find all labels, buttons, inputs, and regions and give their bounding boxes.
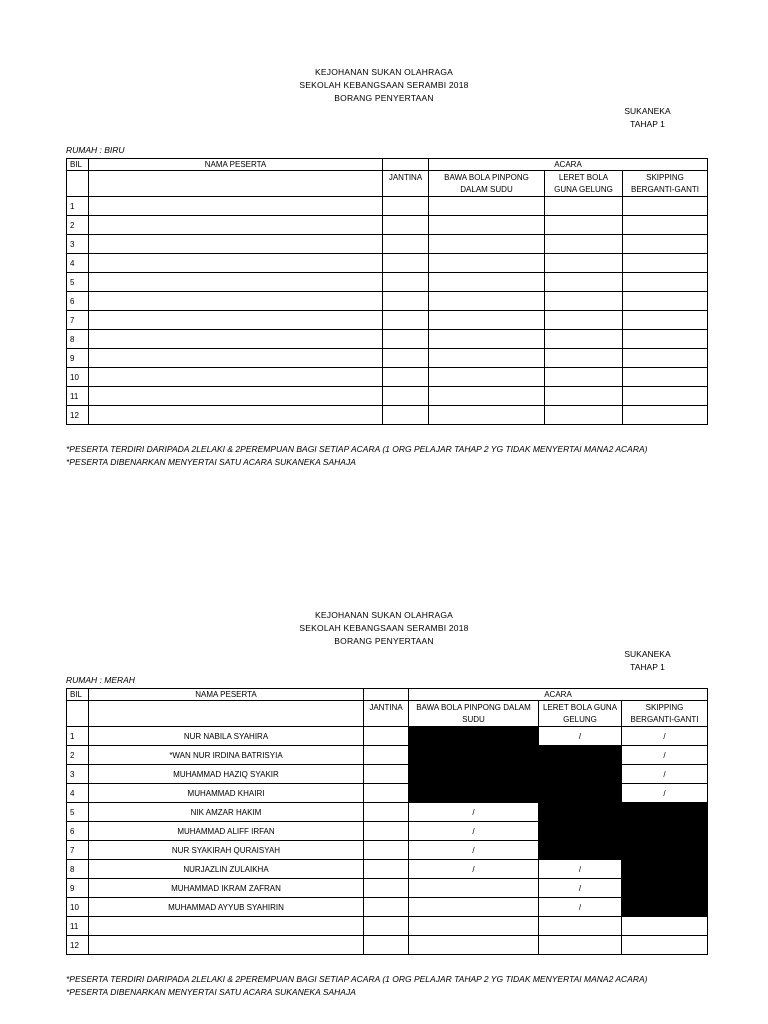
table-row — [67, 898, 708, 917]
table-row — [67, 368, 708, 387]
event-cell — [545, 330, 623, 349]
participant-name: *WAN NUR IRDINA BATRISYIA — [89, 746, 364, 765]
row-number: 4 — [67, 784, 89, 803]
table-row — [67, 197, 708, 216]
participant-name — [89, 330, 383, 349]
row-number: 11 — [67, 387, 89, 406]
house-label: RUMAH : MERAH — [66, 675, 135, 685]
col-header-bil: BIL — [67, 689, 89, 701]
gender-cell — [383, 216, 429, 235]
gender-cell — [364, 746, 409, 765]
category-line-2: TAHAP 1 — [630, 119, 665, 129]
entry-table — [66, 688, 708, 955]
table-row — [67, 803, 708, 822]
blank-header-cell — [67, 701, 89, 727]
gender-cell — [364, 803, 409, 822]
category-line-1: SUKANEKA — [624, 106, 671, 116]
participant-name — [89, 273, 383, 292]
col-header-bil: BIL — [67, 159, 89, 171]
blocked-cell — [622, 841, 708, 860]
header-line-1: KEJOHANAN SUKAN OLAHRAGA — [315, 67, 453, 77]
event-cell — [545, 349, 623, 368]
participant-name: NIK AMZAR HAKIM — [89, 803, 364, 822]
event-cell — [429, 273, 545, 292]
event-cell — [623, 406, 708, 425]
row-number: 2 — [67, 216, 89, 235]
header-line-3: BORANG PENYERTAAN — [334, 636, 434, 646]
participant-name: MUHAMMAD KHAIRI — [89, 784, 364, 803]
event-cell — [429, 292, 545, 311]
event-cell — [429, 311, 545, 330]
event-cell — [409, 898, 539, 917]
event-cell — [429, 235, 545, 254]
note-line: *PESERTA DIBENARKAN MENYERTAI SATU ACARA SUKANEKA SAHAJA — [66, 987, 356, 997]
notes — [66, 443, 647, 469]
table-row — [67, 235, 708, 254]
gender-cell — [364, 898, 409, 917]
gender-cell — [383, 387, 429, 406]
table-row — [67, 784, 708, 803]
note-line: *PESERTA TERDIRI DARIPADA 2LELAKI & 2PEREMPUAN BAGI SETIAP ACARA (1 ORG PELAJAR TAHAP 2 YG TIDAK MENYERTAI MANA2 ACARA) — [66, 974, 648, 984]
category-label — [600, 105, 695, 131]
event-cell — [545, 387, 623, 406]
participant-name — [89, 235, 383, 254]
row-number: 9 — [67, 879, 89, 898]
event-cell — [545, 254, 623, 273]
col-header-event-1: BAWA BOLA PINPONG DALAM SUDU — [409, 701, 539, 727]
gender-cell — [383, 330, 429, 349]
form-header — [0, 66, 768, 105]
event-cell — [623, 330, 708, 349]
blank-header-cell — [364, 689, 409, 701]
row-number: 9 — [67, 349, 89, 368]
row-number: 3 — [67, 765, 89, 784]
gender-cell — [383, 235, 429, 254]
col-header-acara: ACARA — [429, 159, 708, 171]
row-number: 1 — [67, 727, 89, 746]
table-row — [67, 254, 708, 273]
event-cell — [429, 368, 545, 387]
gender-cell — [364, 936, 409, 955]
event-cell: / — [409, 860, 539, 879]
note-line: *PESERTA TERDIRI DARIPADA 2LELAKI & 2PEREMPUAN BAGI SETIAP ACARA (1 ORG PELAJAR TAHAP 2 YG TIDAK MENYERTAI MANA2 ACARA) — [66, 444, 648, 454]
header-line-3: BORANG PENYERTAAN — [334, 93, 434, 103]
event-cell: / — [409, 822, 539, 841]
blocked-cell — [539, 746, 622, 765]
row-number: 6 — [67, 292, 89, 311]
table-row — [67, 841, 708, 860]
event-cell: / — [539, 727, 622, 746]
participant-name — [89, 216, 383, 235]
col-header-event-2: LERET BOLA GUNA GELUNG — [545, 171, 623, 197]
event-cell — [623, 368, 708, 387]
participant-name — [89, 406, 383, 425]
event-cell: / — [539, 879, 622, 898]
row-number: 1 — [67, 197, 89, 216]
event-cell — [623, 254, 708, 273]
event-cell — [623, 292, 708, 311]
blocked-cell — [622, 860, 708, 879]
col-header-event-3: SKIPPING BERGANTI-GANTI — [623, 171, 708, 197]
event-cell — [623, 216, 708, 235]
event-cell — [622, 917, 708, 936]
event-cell — [545, 292, 623, 311]
blank-header-cell — [383, 159, 429, 171]
header-line-1: KEJOHANAN SUKAN OLAHRAGA — [315, 610, 453, 620]
gender-cell — [364, 917, 409, 936]
table-row — [67, 216, 708, 235]
event-cell — [429, 197, 545, 216]
event-cell — [545, 197, 623, 216]
blocked-cell — [409, 746, 539, 765]
gender-cell — [364, 822, 409, 841]
house-label: RUMAH : BIRU — [66, 145, 125, 155]
participant-name: MUHAMMAD IKRAM ZAFRAN — [89, 879, 364, 898]
event-cell — [623, 273, 708, 292]
blocked-cell — [409, 765, 539, 784]
gender-cell — [364, 879, 409, 898]
participant-name — [89, 936, 364, 955]
row-number: 8 — [67, 860, 89, 879]
event-cell — [409, 936, 539, 955]
participant-name: NURJAZLIN ZULAIKHA — [89, 860, 364, 879]
row-number: 4 — [67, 254, 89, 273]
row-number: 5 — [67, 273, 89, 292]
table-row — [67, 936, 708, 955]
gender-cell — [364, 784, 409, 803]
participant-name: MUHAMMAD HAZIQ SYAKIR — [89, 765, 364, 784]
table-row — [67, 387, 708, 406]
event-cell — [539, 936, 622, 955]
gender-cell — [383, 406, 429, 425]
table-row — [67, 765, 708, 784]
participant-name — [89, 197, 383, 216]
table-row — [67, 746, 708, 765]
event-cell — [545, 311, 623, 330]
table-row — [67, 330, 708, 349]
row-number: 6 — [67, 822, 89, 841]
header-line-2: SEKOLAH KEBANGSAAN SERAMBI 2018 — [299, 623, 469, 633]
entry-table — [66, 158, 708, 425]
table-row — [67, 406, 708, 425]
row-number: 12 — [67, 406, 89, 425]
participant-name: MUHAMMAD ALIFF IRFAN — [89, 822, 364, 841]
blocked-cell — [539, 765, 622, 784]
col-header-nama: NAMA PESERTA — [89, 159, 383, 171]
event-cell: / — [622, 765, 708, 784]
blocked-cell — [409, 727, 539, 746]
notes — [66, 973, 647, 999]
table-row — [67, 879, 708, 898]
col-header-jantina: JANTINA — [364, 701, 409, 727]
blocked-cell — [539, 784, 622, 803]
event-cell — [539, 917, 622, 936]
table-row — [67, 917, 708, 936]
event-cell — [429, 216, 545, 235]
event-cell — [409, 917, 539, 936]
table-row — [67, 311, 708, 330]
gender-cell — [364, 765, 409, 784]
event-cell — [545, 273, 623, 292]
col-header-event-2: LERET BOLA GUNA GELUNG — [539, 701, 622, 727]
event-cell — [429, 330, 545, 349]
event-cell — [429, 349, 545, 368]
row-number: 7 — [67, 841, 89, 860]
participant-name — [89, 917, 364, 936]
event-cell — [622, 936, 708, 955]
col-header-event-1: BAWA BOLA PINPONG DALAM SUDU — [429, 171, 545, 197]
col-header-nama: NAMA PESERTA — [89, 689, 364, 701]
row-number: 7 — [67, 311, 89, 330]
table-row — [67, 822, 708, 841]
event-cell — [623, 387, 708, 406]
event-cell — [623, 349, 708, 368]
table-row — [67, 292, 708, 311]
category-line-1: SUKANEKA — [624, 649, 671, 659]
participant-name — [89, 387, 383, 406]
participant-name — [89, 349, 383, 368]
participant-name: NUR NABILA SYAHIRA — [89, 727, 364, 746]
participant-name — [89, 311, 383, 330]
table-row — [67, 349, 708, 368]
table-row — [67, 860, 708, 879]
event-cell: / — [622, 784, 708, 803]
event-cell — [623, 197, 708, 216]
category-label — [600, 648, 695, 674]
row-number: 10 — [67, 898, 89, 917]
event-cell — [545, 368, 623, 387]
gender-cell — [383, 273, 429, 292]
event-cell: / — [622, 746, 708, 765]
participant-name — [89, 368, 383, 387]
blocked-cell — [539, 803, 622, 822]
event-cell — [545, 406, 623, 425]
blank-header-cell — [89, 701, 364, 727]
header-line-2: SEKOLAH KEBANGSAAN SERAMBI 2018 — [299, 80, 469, 90]
row-number: 8 — [67, 330, 89, 349]
col-header-acara: ACARA — [409, 689, 708, 701]
row-number: 11 — [67, 917, 89, 936]
row-number: 12 — [67, 936, 89, 955]
gender-cell — [383, 254, 429, 273]
note-line: *PESERTA DIBENARKAN MENYERTAI SATU ACARA SUKANEKA SAHAJA — [66, 457, 356, 467]
blocked-cell — [539, 822, 622, 841]
event-cell — [429, 406, 545, 425]
table-row — [67, 273, 708, 292]
blank-header-cell — [67, 171, 89, 197]
gender-cell — [383, 311, 429, 330]
participant-name: NUR SYAKIRAH QURAISYAH — [89, 841, 364, 860]
event-cell: / — [409, 803, 539, 822]
gender-cell — [383, 368, 429, 387]
blocked-cell — [409, 784, 539, 803]
row-number: 10 — [67, 368, 89, 387]
participant-name: MUHAMMAD AYYUB SYAHIRIN — [89, 898, 364, 917]
blocked-cell — [622, 822, 708, 841]
event-cell — [409, 879, 539, 898]
gender-cell — [364, 860, 409, 879]
event-cell — [623, 235, 708, 254]
gender-cell — [383, 292, 429, 311]
participant-name — [89, 254, 383, 273]
event-cell — [429, 254, 545, 273]
table-row — [67, 727, 708, 746]
event-cell: / — [539, 860, 622, 879]
blocked-cell — [622, 898, 708, 917]
event-cell — [623, 311, 708, 330]
event-cell: / — [409, 841, 539, 860]
gender-cell — [383, 197, 429, 216]
event-cell — [545, 235, 623, 254]
col-header-event-3: SKIPPING BERGANTI-GANTI — [622, 701, 708, 727]
event-cell — [429, 387, 545, 406]
row-number: 2 — [67, 746, 89, 765]
event-cell: / — [622, 727, 708, 746]
category-line-2: TAHAP 1 — [630, 662, 665, 672]
blocked-cell — [539, 841, 622, 860]
gender-cell — [364, 841, 409, 860]
form-header — [0, 609, 768, 648]
col-header-jantina: JANTINA — [383, 171, 429, 197]
row-number: 5 — [67, 803, 89, 822]
event-cell — [545, 216, 623, 235]
blank-header-cell — [89, 171, 383, 197]
participant-name — [89, 292, 383, 311]
gender-cell — [383, 349, 429, 368]
blocked-cell — [622, 803, 708, 822]
blocked-cell — [622, 879, 708, 898]
event-cell: / — [539, 898, 622, 917]
gender-cell — [364, 727, 409, 746]
row-number: 3 — [67, 235, 89, 254]
